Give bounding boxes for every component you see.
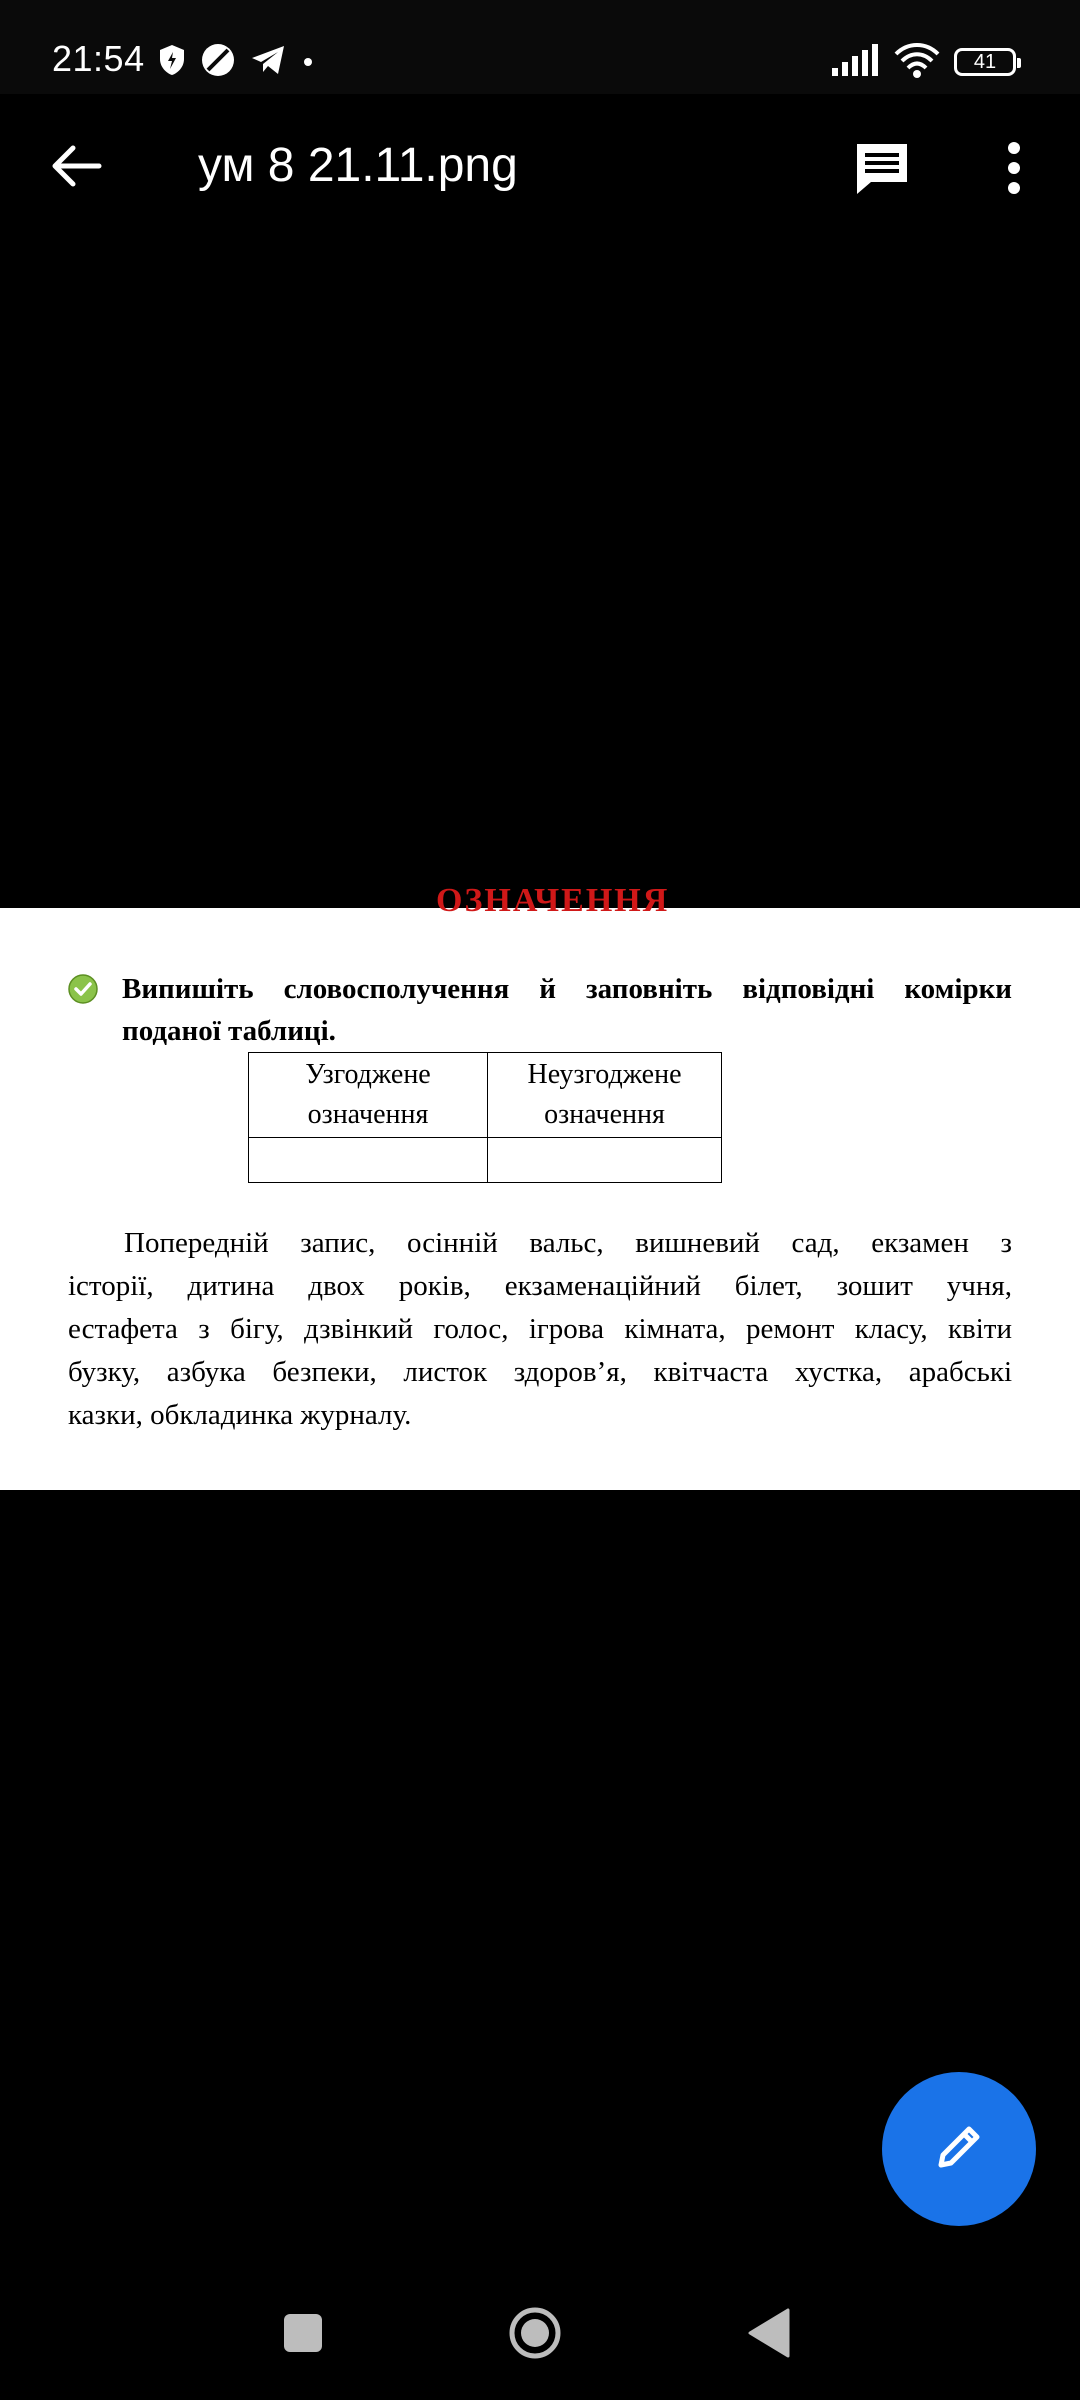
phrase-paragraph	[68, 1222, 1012, 1437]
battery-icon	[954, 48, 1016, 76]
table-header-unagreed	[488, 1053, 722, 1138]
shield-icon	[158, 44, 186, 80]
definition-table	[248, 1052, 722, 1183]
table-row	[249, 1138, 722, 1183]
paragraph-line: бузку, азбука безпеки, листок здоров’я, квітчаста хустка, арабські	[68, 1356, 1012, 1388]
status-bar	[0, 0, 1080, 94]
task-line: Випишіть словосполучення й заповніть відповідні комірки	[122, 973, 1012, 1005]
header-line: Неузгоджене	[527, 1059, 682, 1090]
task-instruction	[122, 968, 1012, 1052]
cutoff-heading: ОЗНАЧЕННЯ	[436, 882, 670, 919]
arrow-left-icon	[51, 144, 101, 192]
header-line: означення	[307, 1099, 429, 1130]
check-circle-icon	[68, 974, 98, 1004]
table-header-agreed	[249, 1053, 488, 1138]
status-time: 21:54	[52, 38, 145, 79]
more-options-button[interactable]	[984, 136, 1044, 204]
document-image[interactable]	[0, 882, 1080, 1490]
paragraph-line: Попередній запис, осінній вальс, вишневий сад, екзамен з	[124, 1227, 1012, 1259]
paragraph-line: казки, обкладинка журналу.	[68, 1399, 412, 1431]
comment-button[interactable]	[848, 136, 916, 204]
table-cell-empty	[488, 1138, 722, 1183]
more-vert-icon	[1007, 142, 1021, 198]
pencil-icon	[931, 2119, 987, 2179]
status-left-icons	[158, 42, 316, 82]
app-bar	[0, 94, 1080, 244]
paragraph-line: історії, дитина двох років, екзаменаційний білет, зошит учня,	[68, 1270, 1012, 1302]
header-line: Узгоджене	[305, 1059, 431, 1090]
battery-level: 41	[973, 50, 997, 73]
comment-icon	[853, 140, 911, 200]
recent-apps-icon[interactable]	[284, 2314, 322, 2352]
paragraph-line: естафета з бігу, дзвінкий голос, ігрова кімната, ремонт класу, квіти	[68, 1313, 1012, 1345]
task-line: поданої таблиці.	[122, 1015, 336, 1047]
table-cell-empty	[249, 1138, 488, 1183]
status-right-icons	[830, 42, 1016, 82]
no-camera-icon	[200, 42, 236, 82]
file-title: ум 8 21.11.png	[198, 139, 518, 192]
wifi-icon	[894, 42, 940, 82]
signal-icon	[830, 44, 880, 80]
table-header-row	[249, 1053, 722, 1138]
home-icon[interactable]	[508, 2306, 562, 2360]
system-nav-bar	[0, 2270, 1080, 2400]
back-icon[interactable]	[748, 2308, 790, 2358]
header-line: означення	[544, 1099, 665, 1130]
back-button[interactable]	[44, 136, 108, 200]
dot-icon	[300, 44, 316, 80]
edit-fab-button[interactable]	[882, 2072, 1036, 2226]
telegram-icon	[250, 44, 286, 80]
